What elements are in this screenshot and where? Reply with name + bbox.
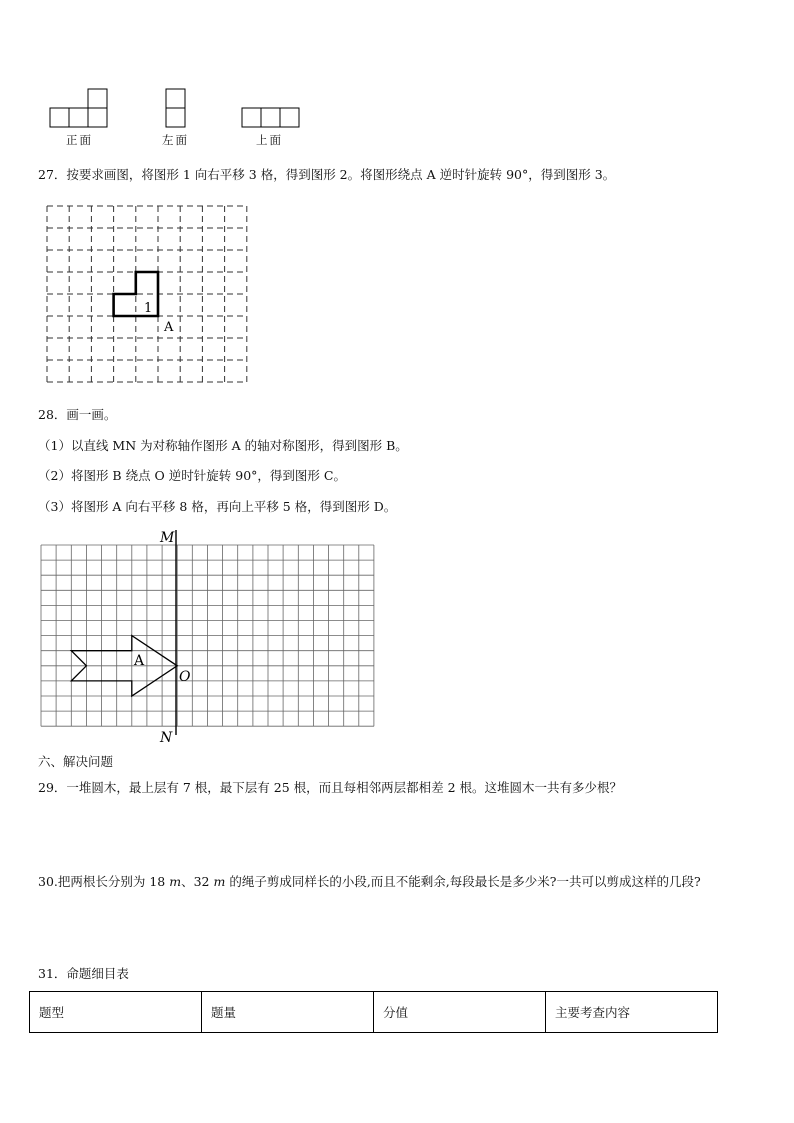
three-views-figure [48,88,304,132]
question-28-item-3: （3）将图形 A 向右平移 8 格，再向上平移 5 格，得到图形 D。 [38,499,397,514]
table-header-cell: 主要考查内容 [546,992,718,1033]
section-6-title: 六、解决问题 [38,754,114,769]
table-header-cell: 题型 [30,992,202,1033]
question-30-unit-2: m [213,874,226,889]
q27-dashed-grid [46,205,250,385]
question-27-text: 27．按要求画图，将图形 1 向右平移 3 格，得到图形 2。将图形绕点 A 逆时针旋转 90°，得到图形 3。 [38,167,616,182]
front-view-label: 正面 [66,133,93,147]
q28-grid-figure [38,528,382,744]
question-31-title: 31．命题细目表 [38,966,129,981]
top-view-label: 上面 [256,133,283,147]
question-30-part-1: 30.把两根长分别为 18 [38,874,170,889]
question-28-item-2: （2）将图形 B 绕点 O 逆时针旋转 90°，得到图形 C。 [38,468,346,483]
question-30-text [38,874,701,890]
detail-table [29,991,718,1033]
point-o-label: O [179,669,191,685]
left-view-shape [166,89,185,127]
table-header-cell: 分值 [374,992,546,1033]
figure-1-label: 1 [144,301,153,316]
table-header-cell: 题量 [202,992,374,1033]
question-30-part-2: 、32 [181,874,214,889]
question-30-unit-1: m [169,874,182,889]
point-m-label: M [160,530,175,546]
question-28-title: 28．画一画。 [38,407,117,422]
table-header-row [30,992,718,1033]
question-28-item-1: （1）以直线 MN 为对称轴作图形 A 的轴对称图形，得到图形 B。 [38,438,408,453]
top-view-shape [242,108,299,127]
left-view-label: 左面 [162,133,189,147]
point-n-label: N [160,730,173,744]
figure-a-label: A [134,653,145,669]
point-a-label: A [164,320,174,335]
question-30-part-3: 的绳子剪成同样长的小段,而且不能剩余,每段最长是多少米?一共可以剪成这样的几段? [225,874,701,889]
question-29-text: 29．一堆圆木，最上层有 7 根，最下层有 25 根，而且每相邻两层都相差 2 根。这堆圆木一共有多少根？ [38,780,623,795]
front-view-shape [50,89,107,127]
